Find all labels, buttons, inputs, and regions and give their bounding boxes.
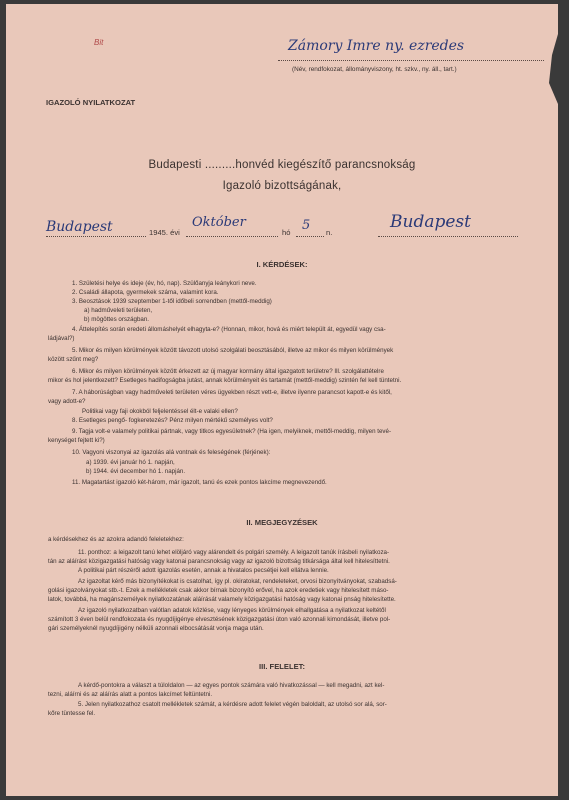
city-line <box>378 236 518 237</box>
question-line: a) 1939. évi január hó 1. napján, <box>86 459 175 466</box>
question-line: 1. Születési helye és ideje (év, hó, nap). Szülőanyja leánykori neve. <box>72 280 257 287</box>
question-line: között szűnt meg? <box>48 356 99 363</box>
question-line: b) mögöttes országban. <box>84 316 150 323</box>
day-line <box>296 236 324 237</box>
month-handwritten: Október <box>192 215 246 230</box>
answer-line: kőre tüntesse fel. <box>48 710 96 717</box>
answer-line: 5. Jelen nyilatkozathoz csatolt mellékletek számát, a kérdésre adott felelet végén baloldalt, az utolsó sor alá, sor- <box>78 701 387 708</box>
question-line: Politikai vagy faji okokból feljelentéssel élt-e valaki ellen? <box>82 408 238 415</box>
question-line: b) 1944. évi december hó 1. napján. <box>86 468 186 475</box>
question-line: vagy adott-e? <box>48 398 86 405</box>
handwritten-name: Zámory Imre ny. ezredes <box>288 38 465 54</box>
document-label: IGAZOLÓ NYILATKOZAT <box>46 98 136 107</box>
question-line: ládjával?) <box>48 335 75 342</box>
question-line: 4. Áttelepítés során eredeti állomáshelyét elhagyta-e? (Honnan, mikor, hová és miért települt át, egyedül vagy csa- <box>72 326 386 333</box>
question-line: 6. Mikor és milyen körülmények között érkezett az új magyar kormány által igazgatott területre? Ill. szolgálattételre <box>72 368 384 375</box>
section-remarks-heading: II. MEGJEGYZÉSEK <box>246 518 318 527</box>
answer-line: tezni, aláírni és az aláírás alatt a pontos lakcímet feltüntetni. <box>48 691 213 698</box>
question-line: 5. Mikor és milyen körülmények között távozott utolsó szolgálati beosztásából, illetve az mikor és milyen körülmények <box>72 347 394 354</box>
corner-mark: Bit <box>94 38 104 47</box>
remark-line: a kérdésekhez és az azokra adandó feleletekhez: <box>48 536 184 543</box>
remark-line: gári személyeknél nyugdíjigény nélküli azonnali elbocsátását vonja maga után. <box>48 625 264 632</box>
place-field <box>46 218 142 234</box>
year-text: 1945. évi <box>149 228 180 237</box>
question-line: 3. Beosztások 1939 szeptember 1-től időbeli sorrendben (mettől-meddig) <box>72 298 272 305</box>
month-line <box>186 236 278 237</box>
section-answer-heading: III. FELELET: <box>259 662 305 671</box>
question-line: 8. Esetleges pengő- fogkeretezés? Pénz milyen mértékű személyes volt? <box>72 417 273 424</box>
name-caption: (Név, rendfokozat, állományviszony, ht. szkv., ny. áll., tart.) <box>292 66 457 73</box>
question-line: a) hadműveleti területen, <box>84 307 153 314</box>
remark-line: tán az aláírást közigazgatási hatóság vagy katonai parancsnokság vagy az igazoló bizottság titkársága által kell hitelesíttetni. <box>48 558 390 565</box>
remark-line: A politikai párt részéről adott igazolás esetén, annak a hivatalos pecsétjei kell ellátva lennie. <box>78 567 329 574</box>
remark-line: latok, továbbá, ha magánszemélyek nyilatkozatának aláírását valamely közigazgatási hatóság vagy katonai pnság hitelesítette. <box>48 596 396 603</box>
answer-line: A kérdő-pontokra a választ a túloldalon — az egyes pontok számára való hivatkozással — kell megadni, azt kel- <box>78 682 385 689</box>
question-line: 10. Vagyoni viszonyai az igazolás alá vontnak és feleségének (férjének): <box>72 449 271 456</box>
remark-line: golási igazolványokat stb.-t. Ezek a mellékletek csak akkor bírnak bizonyító erővel, ha azok eredetiek vagy hitelesített máso- <box>48 587 389 594</box>
ho-text: hó <box>282 228 291 237</box>
question-line: kenységet fejtett ki?) <box>48 437 105 444</box>
question-line: 11. Magatartást igazoló két-három, már igazolt, tanú és ezek pontos lakcíme megnevezendő. <box>72 479 327 486</box>
question-line: mikor és hol jelentkezett? Esetleges hadifogságba jutást, annak körülményeit és tartamát (mettől-meddig) szintén fel kell tüntetni. <box>48 377 402 384</box>
day-handwritten: 5 <box>302 218 311 233</box>
city-handwritten: Budapest <box>390 212 471 232</box>
question-line: 2. Családi állapota, gyermekek száma, valamint kora. <box>72 289 219 296</box>
name-line <box>278 60 544 61</box>
title-line-1: Budapesti .........honvéd kiegészítő parancsnokság <box>148 159 416 171</box>
place-line <box>46 236 146 237</box>
document-page <box>6 4 558 796</box>
section-questions-heading: I. KÉRDÉSEK: <box>256 260 308 269</box>
n-text: n. <box>326 228 333 237</box>
place-handwritten: Budapest <box>46 219 113 235</box>
question-line: 7. A háborúságban vagy hadműveleti területen véres ügyekben részt vett-e, illetve ilyenre parancsot kapott-e és kitől, <box>72 389 392 396</box>
remark-line: számított 3 éven belül rendfokozata és nyugdíjigénye elvesztésének közigazgatási úton való azonnali kimondását, illetve pol- <box>48 616 391 623</box>
remark-line: Az igazoló nyilatkozatban valótlan adatok közlése, vagy lényeges körülmények elhallgatása a nyilatkozat keltétől <box>78 607 386 614</box>
remark-line: 11. ponthoz: a leigazolt tanú lehet elöljáró vagy alárendelt és polgári személy. A leigazolt tanúk írásbeli nyilatkoza- <box>78 549 390 556</box>
title-line-2: Igazoló bizottságának, <box>222 180 342 192</box>
remark-line: Az igazoltat kérő más bizonyítékokat is csatolhat, így pl. okiratokat, rendeleteket, orvosi bizonyítványokat, szabadsá- <box>78 578 397 585</box>
question-line: 9. Tagja volt-e valamely politikai pártnak, vagy titkos egyesületnek? (Ha igen, melyiknek, mettől-meddig, milyen tevé- <box>72 428 392 435</box>
